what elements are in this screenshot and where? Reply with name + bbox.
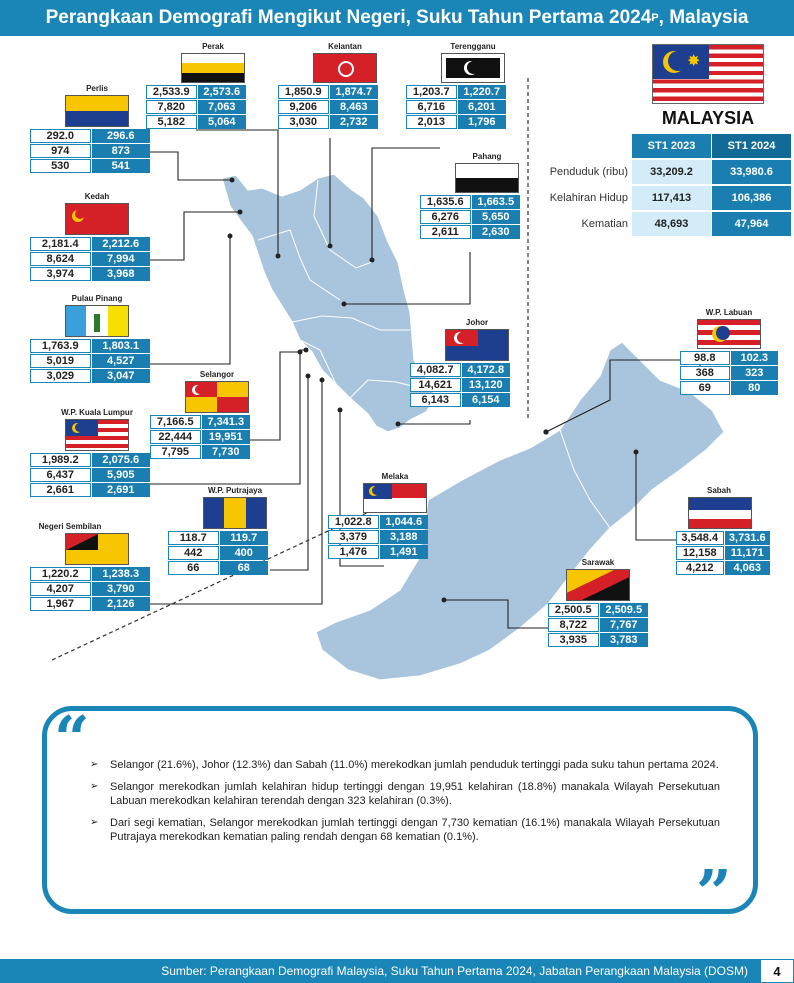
data-cell: 5,905 <box>92 468 151 482</box>
data-cell: 118.7 <box>168 531 219 545</box>
state-data <box>420 195 520 239</box>
data-row <box>680 351 778 365</box>
sabah-flag-icon <box>688 497 752 529</box>
data-cell: 6,201 <box>458 100 507 114</box>
data-cell: 3,029 <box>30 369 91 383</box>
data-row <box>278 115 378 129</box>
data-cell: 1,220.2 <box>30 567 91 581</box>
data-cell: 5,182 <box>146 115 197 129</box>
data-cell: 4,063 <box>725 561 771 575</box>
putrajaya-flag-icon <box>203 497 267 529</box>
data-cell: 3,968 <box>92 267 151 281</box>
data-row <box>548 618 648 632</box>
data-cell: 5,064 <box>198 115 247 129</box>
data-cell: 2,126 <box>92 597 151 611</box>
state-data <box>30 129 150 173</box>
data-cell: 8,722 <box>548 618 599 632</box>
data-row <box>168 531 268 545</box>
close-quote-icon: ” <box>696 856 732 929</box>
data-row <box>278 85 378 99</box>
data-cell: 98.8 <box>680 351 730 365</box>
data-cell: 66 <box>168 561 219 575</box>
state-sabah <box>676 486 794 575</box>
data-row <box>168 546 268 560</box>
data-row <box>676 546 770 560</box>
data-cell: 7,341.3 <box>202 415 251 429</box>
state-pulau-pinang <box>30 294 164 383</box>
state-perak <box>146 42 280 129</box>
data-cell: 4,082.7 <box>410 363 461 377</box>
data-cell: 1,874.7 <box>330 85 379 99</box>
kuala-lumpur-flag-icon <box>65 419 129 451</box>
state-johor <box>410 318 544 407</box>
state-data <box>30 453 150 497</box>
perlis-flag-icon <box>65 95 129 127</box>
data-row <box>150 430 250 444</box>
data-cell: 323 <box>731 366 779 380</box>
state-name: Kedah <box>84 192 110 201</box>
table-cell: 33,980.6 <box>712 160 791 184</box>
state-name: Kelantan <box>328 42 362 51</box>
data-cell: 5,019 <box>30 354 91 368</box>
state-data <box>676 531 770 575</box>
data-cell: 1,238.3 <box>92 567 151 581</box>
data-cell: 1,635.6 <box>420 195 471 209</box>
data-cell: 2,500.5 <box>548 603 599 617</box>
data-row <box>420 210 520 224</box>
data-row <box>146 85 246 99</box>
data-cell: 3,548.4 <box>676 531 724 545</box>
data-row <box>30 339 150 353</box>
data-cell: 1,850.9 <box>278 85 329 99</box>
data-row <box>328 545 428 559</box>
state-kuala-lumpur <box>30 408 164 497</box>
state-melaka <box>328 472 462 559</box>
data-cell: 13,120 <box>462 378 511 392</box>
sarawak-flag-icon <box>566 569 630 601</box>
data-cell: 9,206 <box>278 100 329 114</box>
data-row <box>548 603 648 617</box>
state-data <box>548 603 648 647</box>
state-name: Perak <box>202 42 224 51</box>
highlights-list <box>90 758 720 852</box>
data-row <box>30 567 150 581</box>
data-cell: 2,013 <box>406 115 457 129</box>
table-row <box>540 212 791 236</box>
terengganu-flag-icon <box>441 53 505 83</box>
data-cell: 296.6 <box>92 129 151 143</box>
data-cell: 541 <box>92 159 151 173</box>
data-cell: 7,730 <box>202 445 251 459</box>
malaysia-title: MALAYSIA <box>661 108 755 128</box>
negeri-sembilan-flag-icon <box>65 533 129 565</box>
data-row <box>406 100 506 114</box>
data-cell: 2,573.6 <box>198 85 247 99</box>
data-cell: 22,444 <box>150 430 201 444</box>
data-cell: 68 <box>220 561 269 575</box>
pahang-flag-icon <box>455 163 519 193</box>
data-cell: 3,974 <box>30 267 91 281</box>
state-sarawak <box>548 558 682 647</box>
data-cell: 3,731.6 <box>725 531 771 545</box>
data-cell: 7,166.5 <box>150 415 201 429</box>
data-cell: 530 <box>30 159 91 173</box>
data-row <box>406 115 506 129</box>
table-cell: 117,413 <box>632 186 711 210</box>
data-cell: 974 <box>30 144 91 158</box>
data-row <box>168 561 268 575</box>
list-item: ➢ Selangor merekodkan jumlah kelahiran hidup tertinggi dengan 19,951 kelahiran (18.8%) manakala Wilayah Persekutuan Labuan merekodkan kelahiran terendah dengan 323 kelahiran (0.3%). <box>90 780 720 808</box>
list-item: ➢ Selangor (21.6%), Johor (12.3%) dan Sabah (11.0%) merekodkan jumlah penduduk tertinggi pada suku tahun pertama 2024. <box>90 758 720 772</box>
row-label: Kematian <box>581 218 628 230</box>
data-row <box>30 453 150 467</box>
data-cell: 442 <box>168 546 219 560</box>
data-cell: 4,172.8 <box>462 363 511 377</box>
title-text: Perangkaan Demografi Mengikut Negeri, Suku Tahun Pertama 2024 <box>45 7 652 28</box>
data-row <box>30 159 150 173</box>
state-name: W.P. Putrajaya <box>207 486 263 495</box>
state-data <box>146 85 246 129</box>
state-name: Perlis <box>86 84 108 93</box>
data-cell: 2,509.5 <box>600 603 649 617</box>
data-cell: 1,044.6 <box>380 515 429 529</box>
data-cell: 1,220.7 <box>458 85 507 99</box>
state-putrajaya <box>168 486 302 575</box>
state-name: Melaka <box>381 472 409 481</box>
data-row <box>680 381 778 395</box>
data-row <box>30 597 150 611</box>
state-name: Selangor <box>199 370 235 379</box>
data-row <box>680 366 778 380</box>
list-item: ➢ Dari segi kematian, Selangor merekodkan jumlah tertinggi dengan 7,730 kematian (16.1%) manakala Wilayah Persekutuan Putrajaya merekodkan kematian paling rendah dengan 68 kematian (0.1%). <box>90 816 720 844</box>
data-cell: 6,437 <box>30 468 91 482</box>
data-cell: 1,796 <box>458 115 507 129</box>
state-data <box>168 531 268 575</box>
data-cell: 1,763.9 <box>30 339 91 353</box>
data-cell: 4,207 <box>30 582 91 596</box>
data-row <box>30 237 150 251</box>
data-cell: 2,661 <box>30 483 91 497</box>
state-name: Sarawak <box>581 558 615 567</box>
state-name: Negeri Sembilan <box>38 522 102 531</box>
state-name: W.P. Kuala Lumpur <box>61 408 133 417</box>
data-row <box>30 252 150 266</box>
state-data <box>30 237 150 281</box>
state-kelantan <box>278 42 412 129</box>
data-cell: 14,621 <box>410 378 461 392</box>
data-cell: 1,022.8 <box>328 515 379 529</box>
data-cell: 3,935 <box>548 633 599 647</box>
title-suffix: , Malaysia <box>658 7 749 28</box>
state-terengganu <box>406 42 540 129</box>
state-name: Terengganu <box>450 42 496 51</box>
data-cell: 12,158 <box>676 546 724 560</box>
perak-flag-icon <box>181 53 245 83</box>
data-cell: 8,463 <box>330 100 379 114</box>
data-row <box>30 369 150 383</box>
data-row <box>30 354 150 368</box>
data-cell: 292.0 <box>30 129 91 143</box>
data-row <box>150 415 250 429</box>
column-header: ST1 2023 <box>632 134 711 158</box>
state-data <box>30 567 150 611</box>
data-row <box>410 393 510 407</box>
state-name: Pulau Pinang <box>71 294 123 303</box>
pulau-pinang-flag-icon <box>65 305 129 337</box>
page-number: 4 <box>760 959 794 983</box>
data-row <box>676 561 770 575</box>
data-row <box>30 582 150 596</box>
data-row <box>410 363 510 377</box>
source-text: Sumber: Perangkaan Demografi Malaysia, Suku Tahun Pertama 2024, Jabatan Perangkaan Malaysia (DOSM) <box>161 964 748 978</box>
data-cell: 8,624 <box>30 252 91 266</box>
data-cell: 3,783 <box>600 633 649 647</box>
data-cell: 3,030 <box>278 115 329 129</box>
data-row <box>676 531 770 545</box>
malaysia-flag-icon: ✸ <box>652 44 764 104</box>
state-pahang <box>420 152 554 239</box>
data-row <box>30 144 150 158</box>
data-cell: 1,203.7 <box>406 85 457 99</box>
data-row <box>146 100 246 114</box>
data-row <box>328 515 428 529</box>
selangor-flag-icon <box>185 381 249 413</box>
data-cell: 1,476 <box>328 545 379 559</box>
table-cell: 48,693 <box>632 212 711 236</box>
data-cell: 11,171 <box>725 546 771 560</box>
melaka-flag-icon <box>363 483 427 513</box>
labuan-flag-icon <box>697 319 761 349</box>
state-data <box>410 363 510 407</box>
data-row <box>420 195 520 209</box>
state-data <box>278 85 378 129</box>
data-cell: 2,732 <box>330 115 379 129</box>
data-cell: 3,188 <box>380 530 429 544</box>
data-cell: 3,790 <box>92 582 151 596</box>
data-cell: 2,691 <box>92 483 151 497</box>
data-cell: 2,181.4 <box>30 237 91 251</box>
source-footer <box>0 959 760 983</box>
data-cell: 6,276 <box>420 210 471 224</box>
data-cell: 1,967 <box>30 597 91 611</box>
malaysia-summary-table <box>540 134 791 238</box>
column-header: ST1 2024 <box>712 134 791 158</box>
state-name: Sabah <box>706 486 731 495</box>
table-cell: 47,964 <box>712 212 791 236</box>
state-data <box>328 515 428 559</box>
data-cell: 119.7 <box>220 531 269 545</box>
kelantan-flag-icon <box>313 53 377 83</box>
johor-flag-icon <box>445 329 509 361</box>
data-cell: 1,989.2 <box>30 453 91 467</box>
row-label: Penduduk (ribu) <box>549 166 628 178</box>
state-perlis <box>30 84 164 173</box>
data-cell: 6,716 <box>406 100 457 114</box>
data-row <box>278 100 378 114</box>
state-selangor <box>150 370 284 459</box>
data-cell: 2,533.9 <box>146 85 197 99</box>
data-cell: 7,063 <box>198 100 247 114</box>
row-label: Kelahiran Hidup <box>549 192 628 204</box>
data-cell: 1,803.1 <box>92 339 151 353</box>
data-cell: 3,047 <box>92 369 151 383</box>
state-data <box>150 415 250 459</box>
data-cell: 400 <box>220 546 269 560</box>
kedah-flag-icon <box>65 203 129 235</box>
title-superscript: P <box>651 12 659 24</box>
data-row <box>328 530 428 544</box>
data-row <box>30 483 150 497</box>
data-cell: 368 <box>680 366 730 380</box>
data-cell: 6,143 <box>410 393 461 407</box>
state-data <box>406 85 506 129</box>
state-kedah <box>30 192 164 281</box>
state-name: Pahang <box>472 152 502 161</box>
data-cell: 4,527 <box>92 354 151 368</box>
data-cell: 102.3 <box>731 351 779 365</box>
state-negeri-sembilan <box>30 522 164 611</box>
data-cell: 80 <box>731 381 779 395</box>
data-row <box>30 468 150 482</box>
data-cell: 1,491 <box>380 545 429 559</box>
data-cell: 2,611 <box>420 225 471 239</box>
data-cell: 5,650 <box>472 210 521 224</box>
data-cell: 7,795 <box>150 445 201 459</box>
data-cell: 2,630 <box>472 225 521 239</box>
data-cell: 3,379 <box>328 530 379 544</box>
data-row <box>406 85 506 99</box>
data-cell: 1,663.5 <box>472 195 521 209</box>
data-row <box>30 129 150 143</box>
data-row <box>548 633 648 647</box>
data-row <box>410 378 510 392</box>
data-cell: 69 <box>680 381 730 395</box>
state-labuan <box>680 308 794 395</box>
data-cell: 4,212 <box>676 561 724 575</box>
state-data <box>30 339 150 383</box>
table-row <box>540 186 791 210</box>
data-cell: 6,154 <box>462 393 511 407</box>
data-cell: 2,075.6 <box>92 453 151 467</box>
table-row <box>540 160 791 184</box>
data-row <box>30 267 150 281</box>
data-row <box>420 225 520 239</box>
data-cell: 873 <box>92 144 151 158</box>
table-header <box>540 134 791 158</box>
data-cell: 19,951 <box>202 430 251 444</box>
state-name: W.P. Labuan <box>705 308 753 317</box>
data-cell: 2,212.6 <box>92 237 151 251</box>
data-cell: 7,820 <box>146 100 197 114</box>
data-cell: 7,994 <box>92 252 151 266</box>
data-row <box>146 115 246 129</box>
state-name: Johor <box>465 318 489 327</box>
open-quote-icon: “ <box>54 702 90 775</box>
data-cell: 7,767 <box>600 618 649 632</box>
table-cell: 106,386 <box>712 186 791 210</box>
state-data <box>680 351 778 395</box>
table-cell: 33,209.2 <box>632 160 711 184</box>
data-row <box>150 445 250 459</box>
